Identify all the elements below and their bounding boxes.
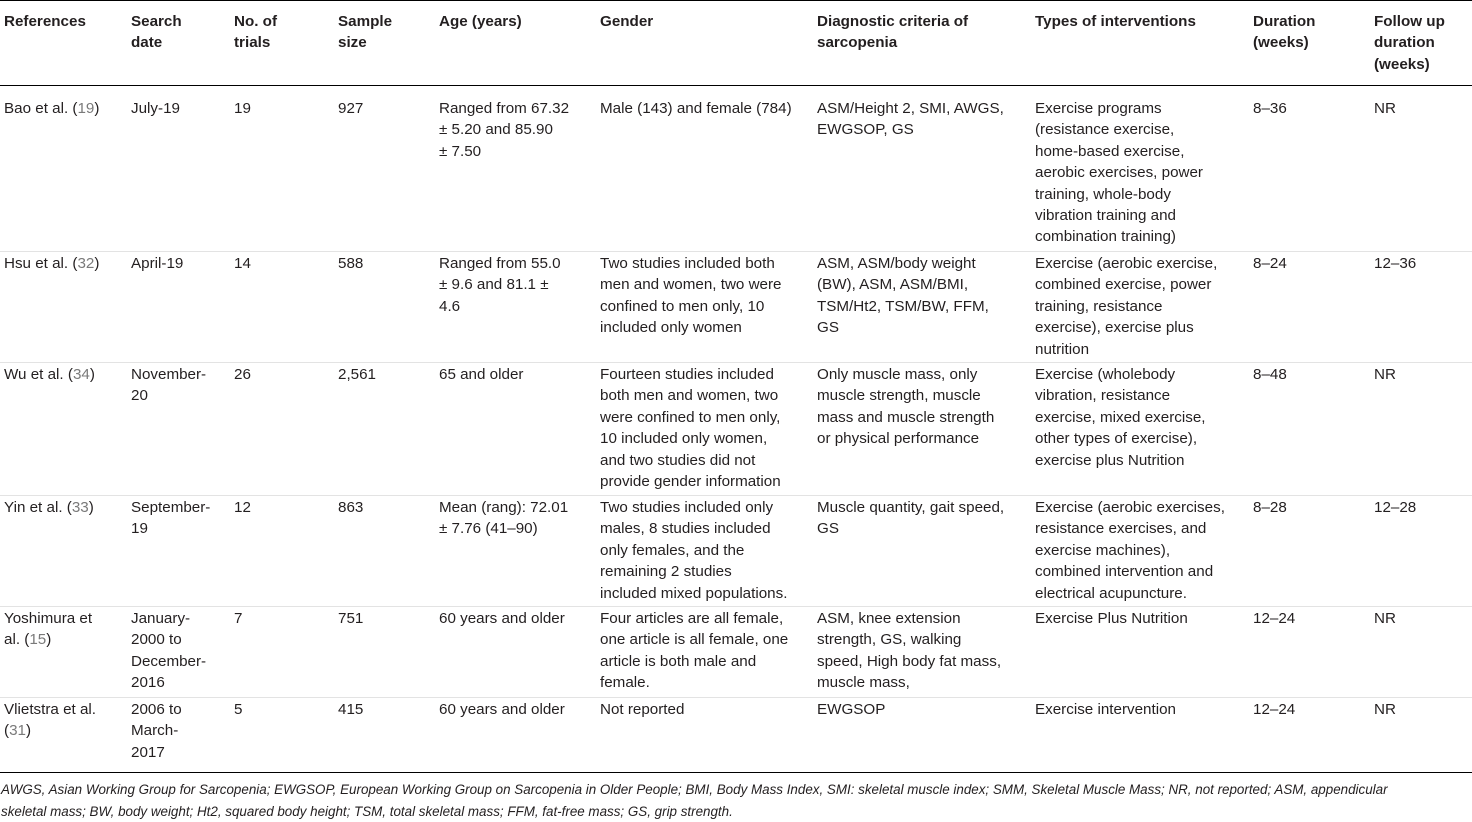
cell-criteria: ASM, knee extension strength, GS, walking speed, High body fat mass, muscle mass, (817, 610, 1002, 692)
header-gender: Gender (600, 13, 654, 30)
header-duration: Duration (weeks) (1253, 13, 1316, 52)
cell-age: Ranged from 67.32 ± 5.20 and 85.90 ± 7.50 (439, 100, 570, 160)
cell-interventions: Exercise (wholebody vibration, resistance exercise, mixed exercise, other types of exercise), exercise plus Nutrition (1035, 366, 1206, 469)
cell-interventions: Exercise programs (resistance exercise, home-based exercise, aerobic exercises, power training, whole-body vibration training and combination training) (1035, 100, 1203, 246)
reference-number-link[interactable]: 34 (72, 366, 90, 383)
cell-duration: 8–24 (1253, 255, 1287, 272)
cell-sample-size: 751 (338, 610, 364, 627)
cell-gender: Two studies included both men and women, two were confined to men only, 10 included only women (600, 255, 782, 337)
cell-criteria: Muscle quantity, gait speed, GS (817, 499, 1005, 538)
row-divider (0, 362, 1472, 363)
reference-close: ) (46, 631, 52, 649)
cell-reference (4, 253, 99, 274)
cell-age: 60 years and older (439, 610, 565, 627)
cell-follow-up: 12–36 (1374, 255, 1417, 272)
row-divider (0, 606, 1472, 607)
table-top-rule (0, 0, 1472, 1)
row-divider (0, 251, 1472, 252)
reference-close: ) (94, 255, 100, 272)
reference-number-link[interactable]: 32 (77, 255, 95, 272)
row-divider (0, 495, 1472, 496)
header-follow-up-duration: Follow up duration (weeks) (1374, 13, 1445, 73)
cell-follow-up: NR (1374, 100, 1396, 117)
cell-reference (4, 497, 94, 518)
cell-interventions: Exercise intervention (1035, 701, 1176, 718)
header-bottom-rule (0, 85, 1472, 86)
cell-trials: 5 (234, 701, 243, 718)
cell-search-date: April-19 (131, 255, 184, 272)
cell-trials: 12 (234, 499, 251, 516)
header-references: References (4, 13, 86, 30)
reference-author: Yin et al. ( (4, 499, 72, 516)
reference-number-link[interactable]: 15 (29, 631, 47, 649)
cell-follow-up: NR (1374, 610, 1396, 627)
cell-search-date: January- 2000 to December- 2016 (131, 610, 207, 692)
cell-search-date: November- 20 (131, 366, 207, 405)
header-age: Age (years) (439, 13, 522, 30)
cell-interventions: Exercise Plus Nutrition (1035, 610, 1188, 627)
reference-number-link[interactable]: 19 (77, 100, 95, 117)
cell-sample-size: 2,561 (338, 366, 377, 383)
cell-duration: 8–48 (1253, 366, 1287, 383)
reference-close: ) (25, 722, 32, 740)
reference-author: Hsu et al. ( (4, 255, 78, 272)
cell-criteria: ASM, ASM/body weight (BW), ASM, ASM/BMI, TSM/Ht2, TSM/BW, FFM, GS (817, 255, 989, 337)
cell-search-date: 2006 to March- 2017 (131, 701, 182, 761)
reference-author: Vlietstra et al. ( (4, 701, 97, 740)
cell-duration: 8–36 (1253, 100, 1287, 117)
cell-gender: Two studies included only males, 8 studies included only females, and the remaining 2 studies included mixed populations. (600, 499, 788, 602)
reference-number-link[interactable]: 33 (71, 499, 89, 516)
cell-sample-size: 415 (338, 701, 364, 718)
cell-age: Mean (rang): 72.01 ± 7.76 (41–90) (439, 499, 569, 538)
reference-author: Wu et al. ( (4, 366, 73, 383)
cell-reference (4, 364, 95, 385)
cell-trials: 26 (234, 366, 251, 383)
cell-sample-size: 927 (338, 100, 364, 117)
cell-search-date: July-19 (131, 100, 180, 117)
cell-criteria: EWGSOP (817, 701, 886, 718)
cell-reference (4, 98, 99, 119)
cell-follow-up: 12–28 (1374, 499, 1417, 516)
reference-close: ) (89, 366, 95, 383)
cell-gender: Four articles are all female, one article is all female, one article is both male and female. (600, 610, 789, 692)
cell-duration: 12–24 (1253, 701, 1296, 718)
cell-criteria: ASM/Height 2, SMI, AWGS, EWGSOP, GS (817, 100, 1004, 139)
table-bottom-rule (0, 772, 1472, 773)
cell-gender: Fourteen studies included both men and women, two were confined to men only, 10 included only women, and two studies did not provide gender information (600, 366, 781, 491)
header-search-date: Search date (131, 13, 182, 52)
cell-gender: Not reported (600, 701, 685, 718)
cell-trials: 19 (234, 100, 251, 117)
cell-follow-up: NR (1374, 701, 1396, 718)
reference-close: ) (88, 499, 94, 516)
cell-search-date: September- 19 (131, 499, 211, 538)
row-divider (0, 697, 1472, 698)
cell-gender: Male (143) and female (784) (600, 100, 792, 117)
reference-author: Bao et al. ( (4, 100, 78, 117)
cell-reference (4, 699, 96, 742)
cell-trials: 7 (234, 610, 243, 627)
cell-reference (4, 608, 92, 651)
header-types-of-interventions: Types of interventions (1035, 13, 1196, 30)
cell-duration: 8–28 (1253, 499, 1287, 516)
table-footnote: AWGS, Asian Working Group for Sarcopenia; EWGSOP, European Working Group on Sarcopenia in Older People; BMI, Body Mass Index, SMI: skeletal muscle index; SMM, Skeletal Muscle Mass; NR, not reported; ASM, appendicular skeletal mass; BW, body weight; Ht2, squared body height; TSM, total skeletal mass; FFM, fat-free mass; GS, grip strength. (1, 782, 1388, 819)
reference-close: ) (94, 100, 100, 117)
reference-author: Yoshimura et al. ( (4, 610, 93, 649)
cell-criteria: Only muscle mass, only muscle strength, muscle mass and muscle strength or physical performance (817, 366, 995, 448)
header-diagnostic-criteria: Diagnostic criteria of sarcopenia (817, 13, 969, 52)
cell-age: 60 years and older (439, 701, 565, 718)
cell-age: Ranged from 55.0 ± 9.6 and 81.1 ± 4.6 (439, 255, 561, 315)
cell-age: 65 and older (439, 366, 524, 383)
cell-sample-size: 588 (338, 255, 364, 272)
cell-follow-up: NR (1374, 366, 1396, 383)
cell-duration: 12–24 (1253, 610, 1296, 627)
cell-trials: 14 (234, 255, 251, 272)
cell-sample-size: 863 (338, 499, 364, 516)
header-sample-size: Sample size (338, 13, 393, 52)
cell-interventions: Exercise (aerobic exercise, combined exercise, power training, resistance exercise), exercise plus nutrition (1035, 255, 1218, 358)
cell-interventions: Exercise (aerobic exercises, resistance exercises, and exercise machines), combined intervention and electrical acupuncture. (1035, 499, 1225, 602)
header-no-of-trials: No. of trials (234, 13, 278, 52)
reference-number-link[interactable]: 31 (9, 722, 26, 740)
